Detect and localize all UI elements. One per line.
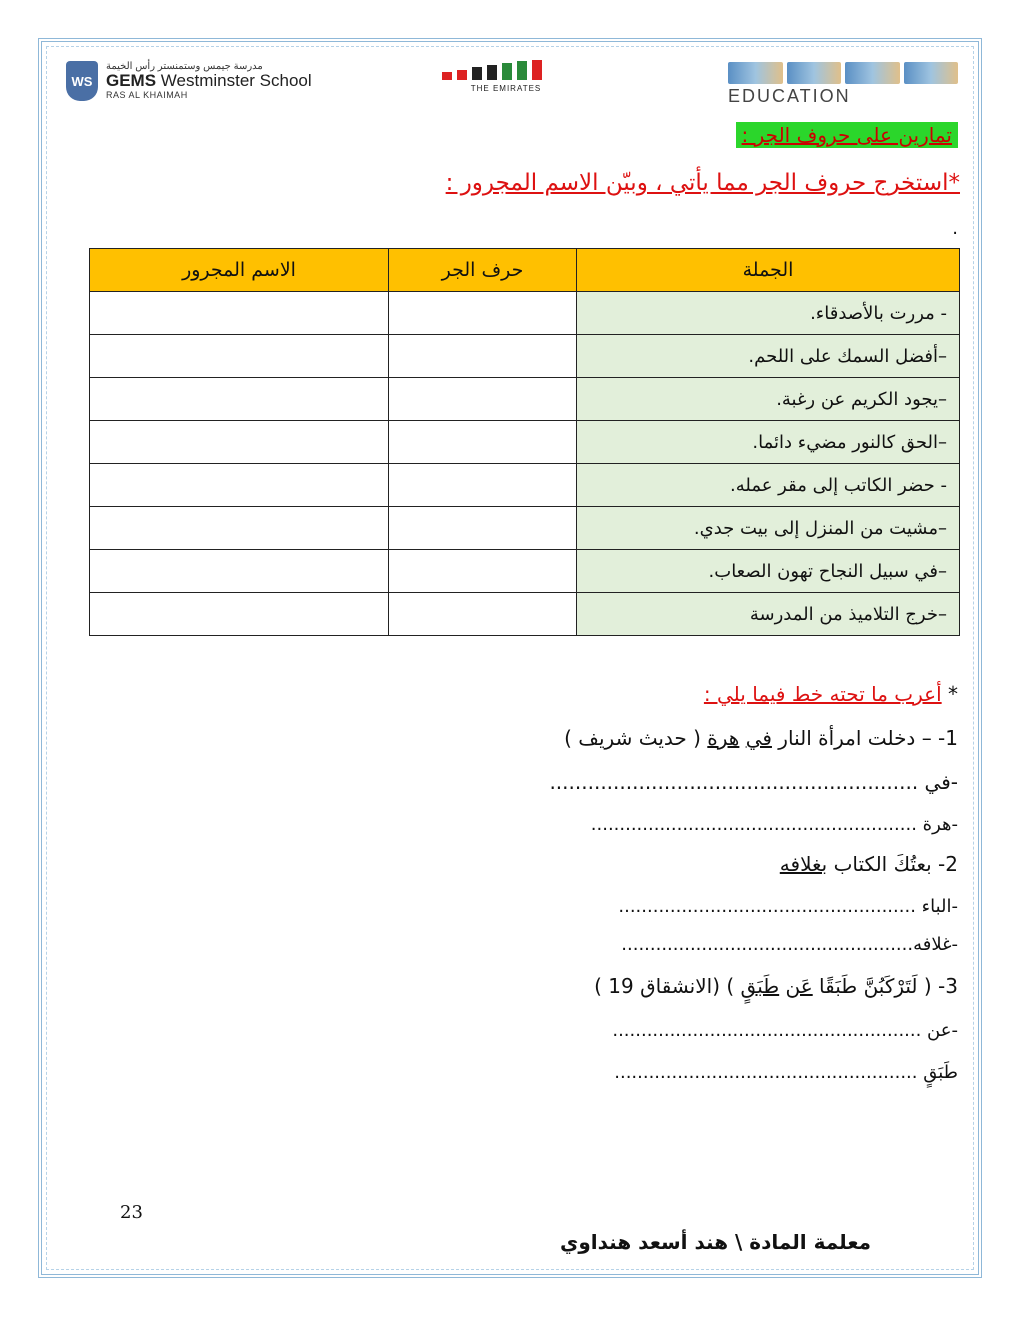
preposition-answer-cell[interactable] xyxy=(389,550,577,593)
question-3: 3- ( لَتَرْكَبُنَّ طَبَقًا عَن طَبَقٍ ) (الانشقاق 19 ) xyxy=(594,974,958,998)
preposition-answer-cell[interactable] xyxy=(389,464,577,507)
preposition-answer-cell[interactable] xyxy=(389,292,577,335)
section-title: تمارين على حروف الجر : xyxy=(736,122,958,148)
instruction: *استخرج حروف الجر مما يأتي ، وبيّن الاسم المجرور : xyxy=(445,170,960,196)
preposition-answer-cell[interactable] xyxy=(389,593,577,636)
answer-line[interactable]: -في .......................................................... xyxy=(549,770,958,794)
gems-westminster-logo xyxy=(66,56,312,106)
the-emirates-logo: THE EMIRATES xyxy=(442,60,570,100)
sentence-cell: –أفضل السمك على اللحم. xyxy=(577,335,960,378)
answer-line[interactable]: طَبَقٍ ..................................................... xyxy=(614,1062,958,1083)
table-row xyxy=(90,464,960,507)
preposition-answer-cell[interactable] xyxy=(389,378,577,421)
sentence-cell: –مشيت من المنزل إلى بيت جدي. xyxy=(577,507,960,550)
table-row xyxy=(90,335,960,378)
header-preposition: حرف الجر xyxy=(389,249,577,292)
teacher-signature: معلمة المادة \ هند أسعد هنداوي xyxy=(560,1230,871,1254)
school-name: GEMS Westminster School xyxy=(106,71,312,91)
noun-answer-cell[interactable] xyxy=(90,378,389,421)
gems-education-logo: EDUCATION xyxy=(728,62,958,108)
question-2: 2- بعتُكَ الكتاب بغلافه xyxy=(779,852,958,876)
answer-line[interactable]: -عن ...................................................... xyxy=(612,1020,958,1041)
answer-line[interactable]: -غلافه................................................... xyxy=(621,934,958,955)
table-row xyxy=(90,421,960,464)
sentence-cell: –يجود الكريم عن رغبة. xyxy=(577,378,960,421)
header-genitive-noun: الاسم المجرور xyxy=(90,249,389,292)
table-row xyxy=(90,378,960,421)
noun-answer-cell[interactable] xyxy=(90,550,389,593)
prepositions-table xyxy=(89,248,960,636)
preposition-answer-cell[interactable] xyxy=(389,507,577,550)
ws-shield-icon: WS xyxy=(66,61,98,101)
sentence-cell: - حضر الكاتب إلى مقر عمله. xyxy=(577,464,960,507)
noun-answer-cell[interactable] xyxy=(90,593,389,636)
sentence-cell: - مررت بالأصدقاء. xyxy=(577,292,960,335)
noun-answer-cell[interactable] xyxy=(90,292,389,335)
question-1: 1- – دخلت امرأة النار في هرة ( حديث شريف ) xyxy=(564,726,958,750)
table-row xyxy=(90,550,960,593)
school-name-arabic: مدرسة جيمس وستمنستر رأس الخيمة xyxy=(106,61,263,73)
preposition-answer-cell[interactable] xyxy=(389,421,577,464)
parsing-heading: * أعرب ما تحته خط فيما يلي : xyxy=(703,682,958,706)
page-number: 23 xyxy=(120,1202,143,1223)
dot-marker: . xyxy=(952,218,958,239)
noun-answer-cell[interactable] xyxy=(90,421,389,464)
noun-answer-cell[interactable] xyxy=(90,464,389,507)
noun-answer-cell[interactable] xyxy=(90,335,389,378)
page-border xyxy=(38,38,982,1278)
noun-answer-cell[interactable] xyxy=(90,507,389,550)
school-city: RAS AL KHAIMAH xyxy=(106,89,188,100)
table-row xyxy=(90,292,960,335)
sentence-cell: –الحق كالنور مضيء دائما. xyxy=(577,421,960,464)
sentence-cell: –خرج التلاميذ من المدرسة xyxy=(577,593,960,636)
preposition-answer-cell[interactable] xyxy=(389,335,577,378)
answer-line[interactable]: -هرة ......................................................... xyxy=(590,814,958,835)
header-sentence: الجملة xyxy=(577,249,960,292)
answer-line[interactable]: -الباء .................................................... xyxy=(618,896,958,917)
table-row xyxy=(90,593,960,636)
sentence-cell: –في سبيل النجاح تهون الصعاب. xyxy=(577,550,960,593)
table-row xyxy=(90,507,960,550)
